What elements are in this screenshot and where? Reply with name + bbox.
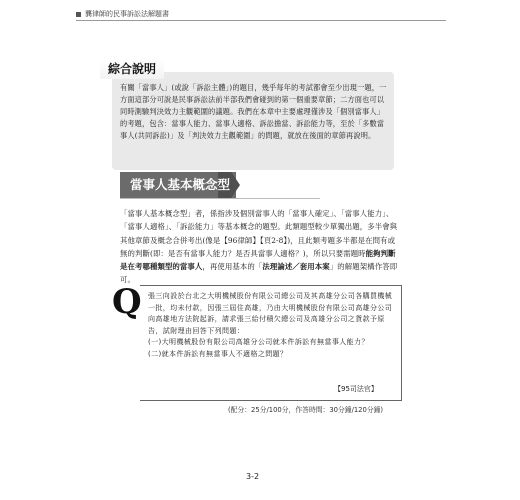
question-text: 張三向設於台北之大明機械股份有限公司總公司及其高雄分公司各購買機械一批，均未付款，因張三屆住高雄，乃由大明機械股份有限公司高雄分公司向高雄地方法院起訴，請求張三給付積欠總公司及高雄分公司之貨款予原告，試附理由回答下列問題： — [148, 292, 393, 335]
question-body — [148, 291, 394, 361]
question-source: 【95司法官】 — [334, 385, 378, 393]
header-divider — [76, 20, 446, 21]
section-body — [120, 207, 398, 287]
section-body-emphasis-2: 法理論述／套用本案 — [262, 262, 330, 272]
question-item: (一)大明機械股份有限公司高雄分公司就本件訴訟有無當事人能力？ — [148, 338, 369, 347]
score-info: (配分：25分/100分，作答時間：30分鐘/120分鐘) — [228, 406, 384, 414]
section-divider — [120, 198, 320, 199]
section-body-text-1: 「當事人基本概念型」者，係指涉及個別當事人的「當事人確定」、「當事人能力」、「當事人適格」、「訴訟能力」等基本概念的題型。此類題型較少單獨出題，多半會與其他章節及概念合併考出(像是【96律師】【頁2-8】)，且此類考題多半都是在問有或無的判斷(即：是否有當事人能力？是否具當事人適格？)，所以只要需題時 — [120, 209, 398, 258]
section-body-text-2: ，再使用基本的「 — [202, 262, 263, 272]
header-square-icon — [76, 12, 81, 17]
overview-body: 有關「當事人」(或說「訴訟主體」)的題目，幾乎每年的考試都會至少出現一題，一方面這部分可說是民事訴訟法前半部我們會碰到的第一個重要章節；二方面也可以同時測驗判決效力主觀範圍的議題。我們在本章中主要處理僅涉及「個別當事人」的考題，包含：當事人能力、當事人適格、訴訟擔當、訴訟能力等，至於「多數當事人(共同訴訟)」及「判決效力主觀範圍」的問題，就放在後面的章節再說明。 — [120, 83, 387, 141]
question-item: (二)就本件訴訟有無當事人不適格之問題？ — [148, 349, 288, 358]
overview-title-wrap — [100, 56, 164, 80]
overview-title: 綜合說明 — [100, 58, 164, 79]
section-body-emphasis-1: 能夠判斷是在考哪種類型的當事人 — [120, 248, 396, 272]
section-title: 當事人基本概念型 — [130, 177, 231, 192]
section-body-text-3: 」的解題架構作答即可。 — [120, 262, 398, 285]
running-header-title: 龔律師的民事訴訟法解題書 — [85, 10, 169, 18]
question-mark-icon: Q — [112, 282, 142, 322]
page-number: 3-2 — [246, 472, 260, 481]
